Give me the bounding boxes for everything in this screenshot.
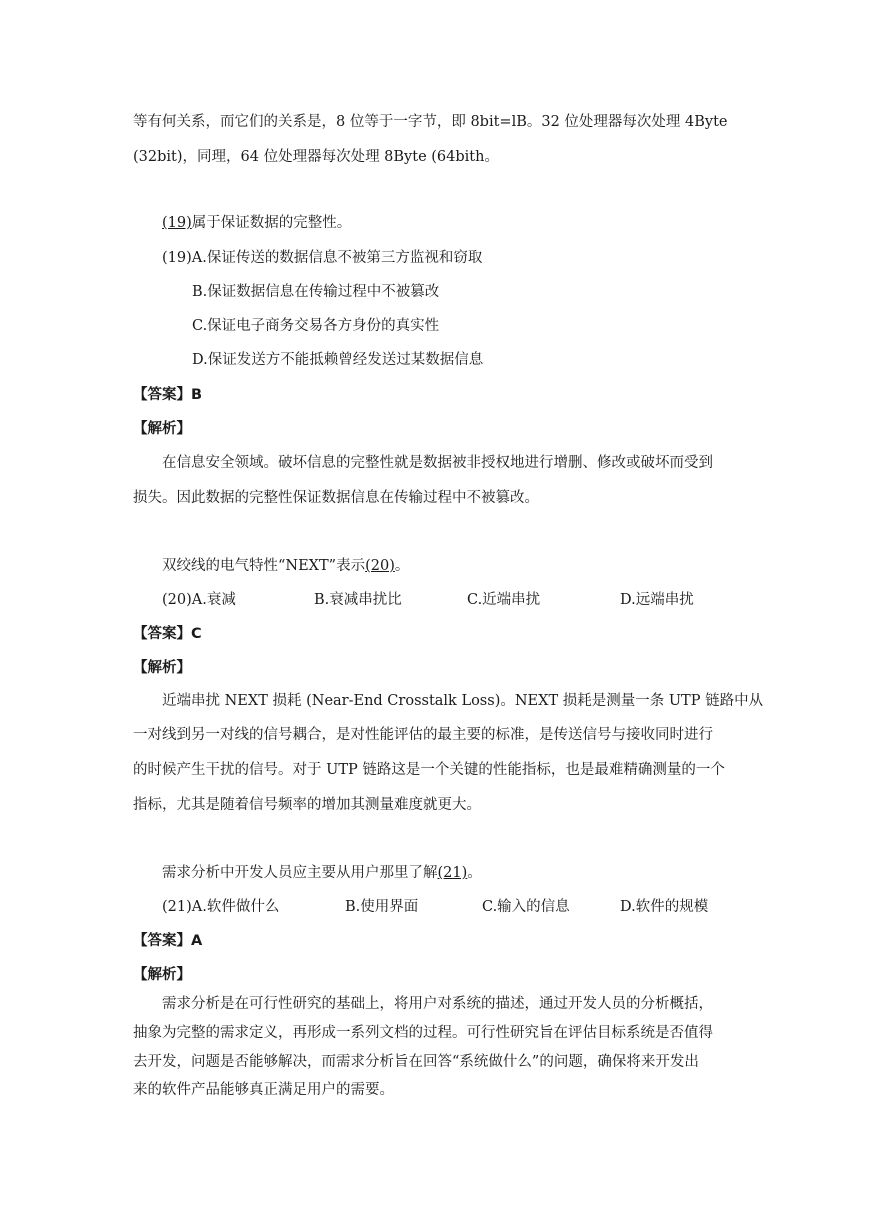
q20-option-c: C.近端串扰 [467,592,541,608]
q21-option-d: D.软件的规模 [620,899,709,915]
q21-analysis-line-4: 来的软件产品能够真正满足用户的需要。 [133,1082,394,1098]
q19-option-c: C.保证电子商务交易各方身份的真实性 [192,318,440,334]
intro-line-2: (32bit)，同理，64 位处理器每次处理 8Byte (64bith。 [133,149,499,165]
q20-analysis-line-1: 近端串扰 NEXT 损耗 (Near-End Crosstalk Loss)。NEXT 损耗是测量一条 UTP 链路中从 [162,693,764,709]
q20-option-d: D.远端串扰 [620,592,694,608]
q20-option-b: B.衰减串扰比 [314,592,402,608]
q19-analysis-line-2: 损失。因此数据的完整性保证数据信息在传输过程中不被篡改。 [133,490,539,506]
q20-stem [162,557,409,575]
q20-analysis-line-3: 的时候产生干扰的信号。对于 UTP 链路这是一个关键的性能指标，也是最难精确测量的一个 [133,762,725,778]
q21-analysis-label: 【解析】 [133,967,191,983]
q21-option-a: (21)A.软件做什么 [162,899,280,915]
q21-analysis-line-3: 去开发，问题是否能够解决，而需求分析旨在回答“系统做什么”的问题，确保将来开发出 [133,1054,699,1070]
q19-stem [162,214,351,232]
q19-option-a: (19)A.保证传送的数据信息不被第三方监视和窃取 [162,250,483,266]
q19-analysis-line-1: 在信息安全领域。破坏信息的完整性就是数据被非授权地进行增删、修改或破坏而受到 [162,455,713,471]
q19-stem-text: 属于保证数据的完整性。 [191,215,352,231]
q20-analysis-line-4: 指标，尤其是随着信号频率的增加其测量难度就更大。 [133,797,481,813]
q21-blank: (21) [437,865,468,881]
q20-analysis-line-2: 一对线到另一对线的信号耦合，是对性能评估的最主要的标准，是传送信号与接收同时进行 [133,727,713,743]
q19-option-b: B.保证数据信息在传输过程中不被篡改 [192,284,440,300]
q20-answer: 【答案】C [133,626,202,642]
q20-option-a: (20)A.衰减 [162,592,236,608]
q19-option-d: D.保证发送方不能抵赖曾经发送过某数据信息 [192,352,484,368]
q20-stem-text: 双绞线的电气特性“NEXT”表示 [162,558,366,574]
q21-analysis-line-2: 抽象为完整的需求定义，再形成一系列文档的过程。可行性研究旨在评估目标系统是否值得 [133,1025,713,1041]
q20-analysis-label: 【解析】 [133,660,191,676]
q21-answer: 【答案】A [133,933,203,949]
q21-option-c: C.输入的信息 [482,899,570,915]
q20-stem-end: 。 [394,558,410,574]
intro-line-1: 等有何关系，而它们的关系是，8 位等于一字节，即 8bit=lB。32 位处理器每次处理 4Byte [133,114,728,130]
q20-blank: (20) [365,558,395,574]
q21-stem-text: 需求分析中开发人员应主要从用户那里了解 [162,865,438,881]
q21-stem-end: 。 [467,865,482,881]
q19-answer: 【答案】B [133,387,203,403]
q21-stem [162,864,482,882]
q19-analysis-label: 【解析】 [133,421,191,437]
q21-analysis-line-1: 需求分析是在可行性研究的基础上，将用户对系统的描述，通过开发人员的分析概括， [162,996,713,1012]
q19-blank: (19) [162,215,192,231]
q21-option-b: B.使用界面 [345,899,419,915]
